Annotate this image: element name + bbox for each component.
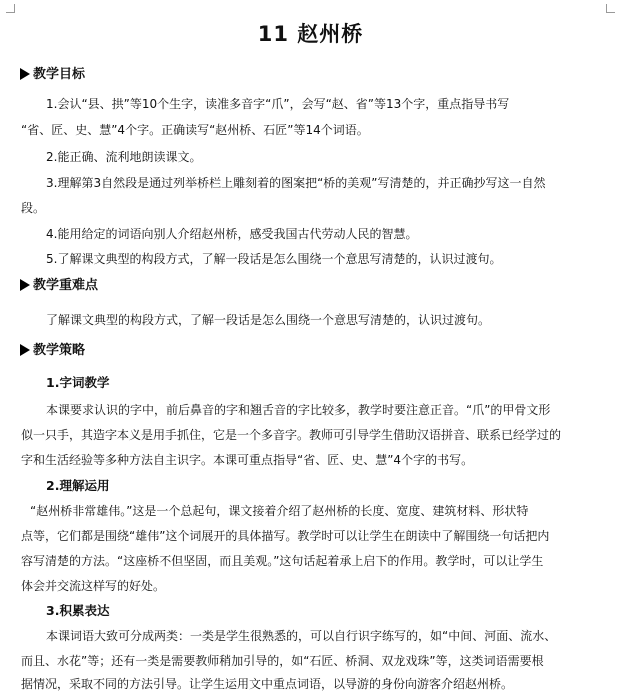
page-title: 11 赵州桥	[257, 22, 364, 46]
goals-line: 4.能用给定的词语向别人介绍赵州桥，感受我国古代劳动人民的智慧。	[46, 227, 418, 241]
strategy-line: “赵州桥非常雄伟。”这是一个总起句，课文接着介绍了赵州桥的长度、宽度、建筑材料、形状特	[30, 504, 529, 518]
page-corner-mark-left	[6, 4, 15, 13]
subheading-expression: 3.积累表达	[46, 603, 110, 618]
section-heading-goals: 教学目标	[20, 65, 85, 85]
triangle-bullet-icon	[20, 344, 30, 356]
goals-line: “省、匠、史、慧”4个字。正确读写“赵州桥、石匠”等14个词语。	[21, 123, 369, 137]
strategy-line: 字和生活经验等多种方法自主识字。本课可重点指导“省、匠、史、慧”4个字的书写。	[21, 453, 474, 467]
subheading-vocabulary: 1.字词教学	[46, 375, 110, 390]
strategy-line: 容写清楚的方法。“这座桥不但坚固，而且美观。”这句话起着承上启下的作用。教学时，可以让学生	[21, 554, 544, 568]
strategy-line: 似一只手，其造字本义是用手抓住，它是一个多音字。教师可引导学生借助汉语拼音、联系已经学过的	[21, 428, 562, 442]
subheading-understanding: 2.理解运用	[46, 478, 110, 493]
strategy-line: 本课词语大致可分成两类：一类是学生很熟悉的，可以自行识字练写的，如“中间、河面、流水、	[46, 629, 557, 643]
section-heading-keypoints: 教学重难点	[20, 276, 98, 296]
strategy-line: 体会并交流这样写的好处。	[21, 579, 166, 593]
triangle-bullet-icon	[20, 68, 30, 80]
goals-line: 2.能正确、流利地朗读课文。	[46, 150, 202, 164]
strategy-line: 据情况，采取不同的方法引导。让学生运用文中重点词语，以导游的身份向游客介绍赵州桥。	[21, 677, 514, 691]
strategy-line: 点等，它们都是围绕“雄伟”这个词展开的具体描写。教学时可以让学生在朗读中了解围绕一句话把内	[21, 529, 550, 543]
goals-line: 3.理解第3自然段是通过列举桥栏上雕刻着的图案把“桥的美观”写清楚的，并正确抄写这一自然	[46, 176, 546, 190]
goals-line: 5.了解课文典型的构段方式，了解一段话是怎么围绕一个意思写清楚的，认识过渡句。	[46, 252, 502, 266]
strategy-line: 而且、水花”等；还有一类是需要教师稍加引导的，如“石匠、桥洞、双龙戏珠”等，这类词语需要根	[21, 654, 544, 668]
section-heading-strategy: 教学策略	[20, 341, 85, 361]
triangle-bullet-icon	[20, 279, 30, 291]
keypoints-line: 了解课文典型的构段方式，了解一段话是怎么围绕一个意思写清楚的，认识过渡句。	[46, 313, 491, 327]
goals-line: 1.会认“县、拱”等10个生字，读准多音字“爪”，会写“赵、省”等13个字，重点指导书写	[46, 97, 510, 111]
strategy-line: 本课要求认识的字中，前后鼻音的字和翘舌音的字比较多，教学时要注意正音。“爪”的甲骨文形	[46, 403, 551, 417]
goals-line: 段。	[21, 201, 46, 215]
page-corner-mark-right	[606, 4, 615, 13]
